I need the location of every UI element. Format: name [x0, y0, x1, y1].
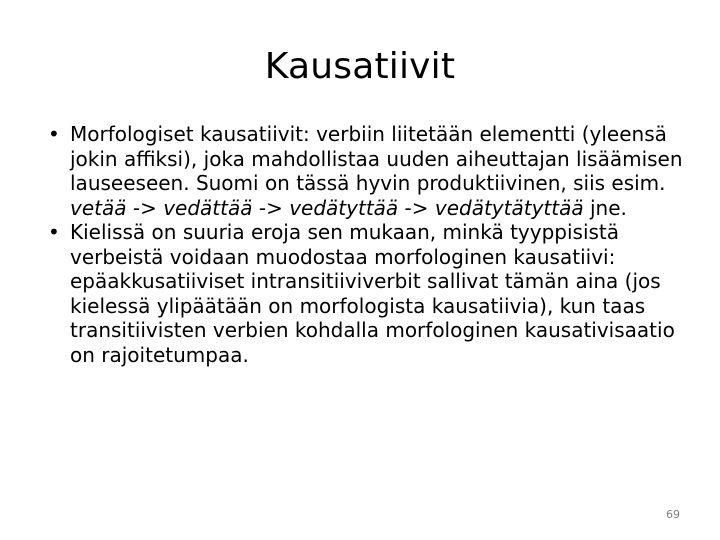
arrow-text: ->: [398, 195, 435, 220]
text-segment: Kielissä on suuria eroja sen mukaan, minkä tyyppisistä verbeistä voidaan muodostaa morfologinen kausatiivi: epäakkusatiiviset intransitiiviverbit sallivat tämän aina (jos kielessä ylipäätään on morfologista kausatiivia), kun taas transitiivisten verbien kohdalla morfologinen kausativisaatio on rajoitetumpaa.: [70, 220, 675, 367]
bullet-item: [48, 220, 688, 367]
arrow-text: ->: [252, 195, 290, 220]
text-segment: jne.: [583, 195, 627, 220]
bullet-item: [48, 122, 688, 220]
slide-title: Kausatiivit: [264, 46, 456, 87]
bullet-marker: •: [48, 220, 60, 244]
italic-example-word: vetää: [70, 195, 127, 220]
italic-example-word: vedätyttää: [289, 195, 399, 220]
bullet-marker: •: [48, 122, 60, 146]
text-segment: Morfologiset kausatiivit: verbiin liitetään elementti (yleensä jokin affiksi), joka mahdollistaa uuden aiheuttajan lisäämisen lauseeseen. Suomi on tässä hyvin produktiivinen, siis esim.: [70, 122, 683, 195]
italic-example-word: vedätytätyttää: [434, 195, 584, 220]
italic-example-word: vedättää: [163, 195, 253, 220]
page-number: 69: [666, 508, 680, 521]
bullet-text: [70, 122, 688, 220]
bullet-list: [48, 122, 688, 367]
arrow-text: ->: [126, 195, 164, 220]
bullet-text: [70, 220, 688, 367]
